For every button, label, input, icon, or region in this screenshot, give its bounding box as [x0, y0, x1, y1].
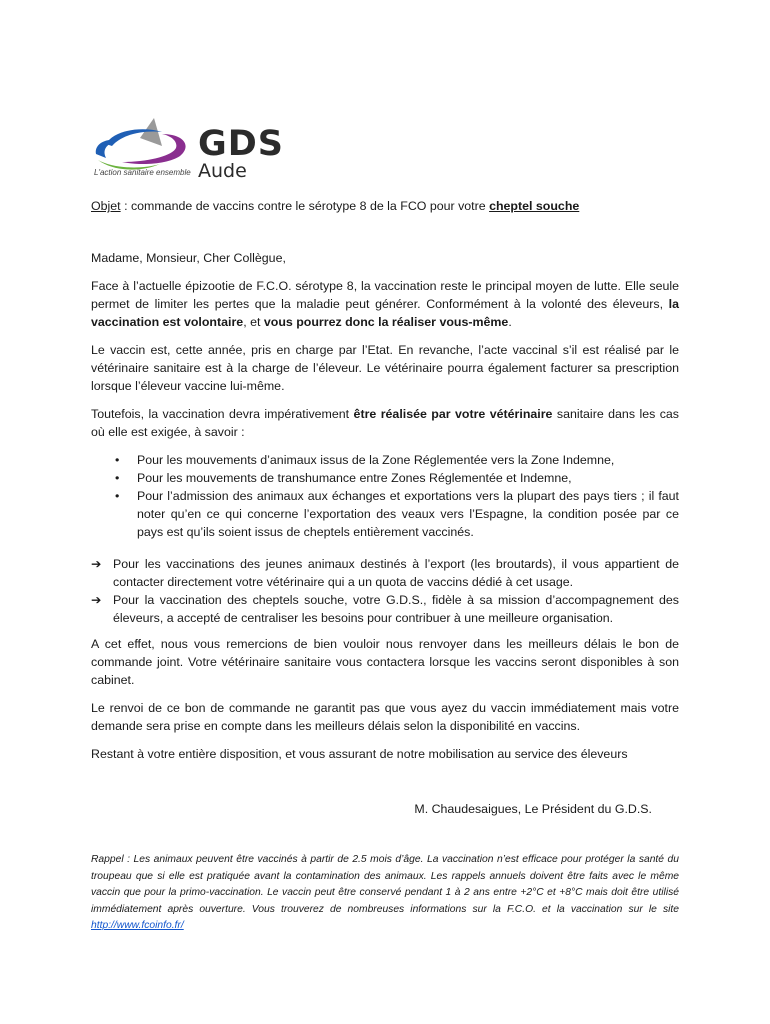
logo-tagline: L'action sanitaire ensemble [94, 168, 191, 177]
reminder-note [91, 852, 679, 935]
logo-wordmark: GDS [198, 124, 284, 164]
paragraph-intro-end: . [508, 315, 512, 329]
paragraph-disclaimer: Le renvoi de ce bon de commande ne garantit pas que vous ayez du vaccin immédiatement mais votre demande sera prise en compte dans les meilleurs délais selon la disponibilité en vaccins. [91, 701, 679, 733]
subject-emphasis: cheptel souche [489, 199, 580, 213]
paragraph-requirement-end: sanitaire dans les cas où elle est exigée, à savoir : [91, 407, 679, 439]
fcoinfo-link[interactable]: http://www.fcoinfo.fr/ [91, 920, 184, 931]
subject-line [91, 197, 679, 215]
bullet-list [91, 451, 679, 541]
paragraph-requirement-bold: être réalisée par votre vétérinaire [353, 407, 553, 421]
arrow-right-icon: ➔ [91, 593, 102, 607]
bullet-icon: • [115, 489, 120, 503]
list-item [91, 555, 679, 591]
salutation: Madame, Monsieur, Cher Collègue, [91, 251, 286, 265]
list-item-text: Pour la vaccination des cheptels souche, votre G.D.S., fidèle à sa mission d’accompagnement des éleveurs, a accepté de centraliser les besoins pour contribuer à une meilleure organisation. [113, 593, 679, 625]
paragraph-requirement [91, 405, 679, 441]
reminder-note-text: Rappel : Les animaux peuvent être vaccinés à partir de 2.5 mois d’âge. La vaccination n’est efficace pour protéger la santé du troupeau que si elle est pratiquée avant la contamination des animaux. Les rappels annuels doivent être faits avec le même vaccin que pour la primo-vaccination. Le vaccin peut être conservé pendant 1 à 2 ans entre +2°C et +8°C mais doit être utilisé immédiatement après ouverture. Vous trouverez de nombreuses informations sur la F.C.O. et la vaccination sur le site [91, 854, 679, 915]
list-item-text: Pour l’admission des animaux aux échanges et exportations vers la plupart des pays tiers ; il faut noter qu’en ce qui concerne l’exportation des veaux vers l’Espagne, la condition posée par ce pays est qu’ils soient issus de cheptels entièrement vaccinés. [137, 489, 679, 539]
paragraph-intro-text: Face à l’actuelle épizootie de F.C.O. sérotype 8, la vaccination reste le principal moyen de lutte. Elle seule permet de limiter les pertes que la maladie peut générer. Conformément à la volonté des éleveurs, [91, 279, 679, 311]
paragraph-intro [91, 277, 679, 331]
paragraph-funding: Le vaccin est, cette année, pris en charge par l’Etat. En revanche, l’acte vaccinal s’il est réalisé par le vétérinaire sanitaire est à la charge de l’éleveur. Le vétérinaire pourra également facturer sa prescription lorsque l’éleveur vaccine lui-même. [91, 343, 679, 393]
list-item-text: Pour les mouvements de transhumance entre Zones Réglementée et Indemne, [137, 471, 572, 485]
arrow-list [91, 555, 679, 627]
logo-swirl-icon [92, 116, 192, 174]
logo-subtitle: Aude [198, 160, 247, 182]
letter-body [91, 197, 679, 931]
list-item [91, 591, 679, 627]
signature: M. Chaudesaigues, Le Président du G.D.S. [414, 802, 652, 816]
bullet-icon: • [115, 453, 120, 467]
list-item [115, 469, 679, 487]
arrow-right-icon: ➔ [91, 557, 102, 571]
list-item [115, 487, 679, 541]
paragraph-closing: Restant à votre entière disposition, et vous assurant de notre mobilisation au service des éleveurs [91, 747, 628, 761]
paragraph-intro-bold-2: vous pourrez donc la réaliser vous-même [263, 315, 509, 329]
subject-text: : commande de vaccins contre le sérotype 8 de la FCO pour votre [120, 199, 490, 213]
paragraph-requirement-text: Toutefois, la vaccination devra impérativement [91, 407, 354, 421]
list-item-text: Pour les vaccinations des jeunes animaux destinés à l’export (les broutards), il vous appartient de contacter directement votre vétérinaire qui a un quota de vaccins dédié à cet usage. [113, 557, 679, 589]
list-item [115, 451, 679, 469]
paragraph-intro-text-2: , et [243, 315, 264, 329]
subject-label: Objet [91, 199, 121, 213]
gds-logo [92, 116, 302, 186]
bullet-icon: • [115, 471, 120, 485]
paragraph-intro-bold-1: la vaccination est volontaire [91, 297, 679, 329]
list-item-text: Pour les mouvements d’animaux issus de la Zone Réglementée vers la Zone Indemne, [137, 453, 615, 467]
paragraph-order: A cet effet, nous vous remercions de bien vouloir nous renvoyer dans les meilleurs délais le bon de commande joint. Votre vétérinaire sanitaire vous contactera lorsque les vaccins seront disponibles à son cabinet. [91, 637, 679, 687]
